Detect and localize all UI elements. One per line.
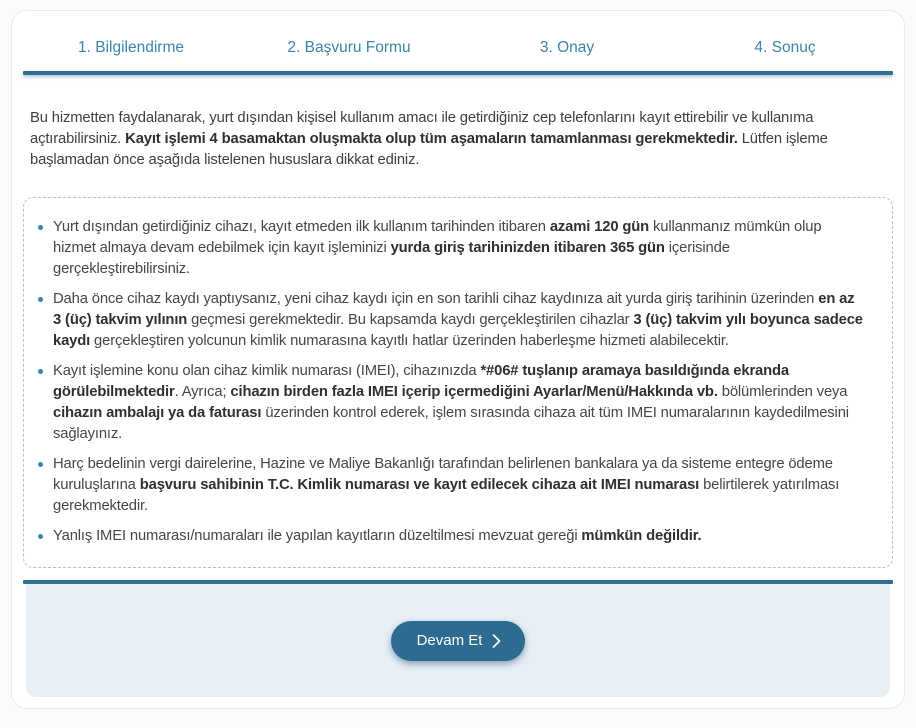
bullet-icon: [38, 369, 43, 374]
notice-text: Yurt dışından getirdiğiniz cihazı, kayıt etmeden ilk kullanım tarihinden itibaren azami 120 gün kullanmanız mümkün olup hizmet almaya devam edebilmek için kayıt işleminizi yurda giriş tarihinizden itibaren 365 gün içerisinde gerçekleştirebilirsiniz.: [53, 219, 822, 278]
notice-text: Daha önce cihaz kaydı yaptıysanız, yeni cihaz kaydı için en son tarihli cihaz kaydınıza ait yurda giriş tarihinin üzerinden en az 3 (üç) takvim yılının geçmesi gerekmektedir. Bu kapsamda kaydı gerçekleştirilen cihazlar 3 (üç) takvim yılı boyunca sadece kaydı gerçekleştiren yolcunun kimlik numarasına kayıtlı hatlar üzerinden haberleşme hizmeti alabilecektir.: [53, 291, 863, 350]
notice-text: Yanlış IMEI numarası/numaraları ile yapılan kayıtların düzeltilmesi mevzuat gereği mümkün değildir.: [53, 528, 702, 545]
bullet-icon: [38, 225, 43, 230]
bullet-icon: [38, 462, 43, 467]
step-nav: [12, 11, 904, 71]
step-1-bilgilendirme[interactable]: 1. Bilgilendirme: [78, 39, 184, 56]
notice-item: [38, 217, 866, 280]
step-4-sonuc[interactable]: 4. Sonuç: [754, 39, 816, 56]
notice-item: [38, 289, 866, 352]
intro-paragraph: Bu hizmetten faydalanarak, yurt dışından kişisel kullanım amacı ile getirdiğiniz cep telefonlarını kayıt ettirebilir ve kullanıma açtırabilirsiniz. Kayıt işlemi 4 basamaktan oluşmakta olup tüm aşamaların tamamlanması gerekmektedir. Lütfen işleme başlamadan önce aşağıda listelenen hususlara dikkat ediniz.: [30, 110, 828, 169]
bullet-icon: [38, 297, 43, 302]
notice-item: [38, 454, 866, 517]
notice-box: [23, 197, 893, 568]
notice-item: [38, 361, 866, 445]
step-nav-underline: [23, 71, 893, 75]
continue-button-label: Devam Et: [416, 631, 483, 649]
continue-button[interactable]: [391, 621, 526, 661]
notice-text: Harç bedelinin vergi dairelerine, Hazine ve Maliye Bakanlığı tarafından belirlenen bankalara ya da sisteme entegre ödeme kuruluşlarına başvuru sahibinin T.C. Kimlik numarası ve kayıt edilecek cihaza ait IMEI numarası belirtilerek yatırılması gerekmektedir.: [53, 456, 840, 515]
step-3-onay[interactable]: 3. Onay: [539, 39, 595, 56]
notice-item: [38, 526, 866, 547]
chevron-right-icon: [492, 634, 501, 648]
notice-text: Kayıt işlemine konu olan cihaz kimlik numarası (IMEI), cihazınızda *#06# tuşlanıp aramaya basıldığında ekranda görülebilmektedir. Ayrıca; cihazın birden fazla IMEI içerip içermediğini Ayarlar/Menü/Hakkında vb. bölümlerinden veya cihazın ambalajı ya da faturası üzerinden kontrol ederek, işlem sırasında cihaza ait tüm IMEI numaralarının kaydedilmesini sağlayınız.: [53, 363, 849, 443]
bullet-icon: [38, 534, 43, 539]
service-card: [11, 10, 905, 709]
notice-list: [38, 217, 866, 547]
step-2-basvuru-formu[interactable]: 2. Başvuru Formu: [287, 39, 411, 56]
footer-action-panel: [26, 584, 890, 697]
